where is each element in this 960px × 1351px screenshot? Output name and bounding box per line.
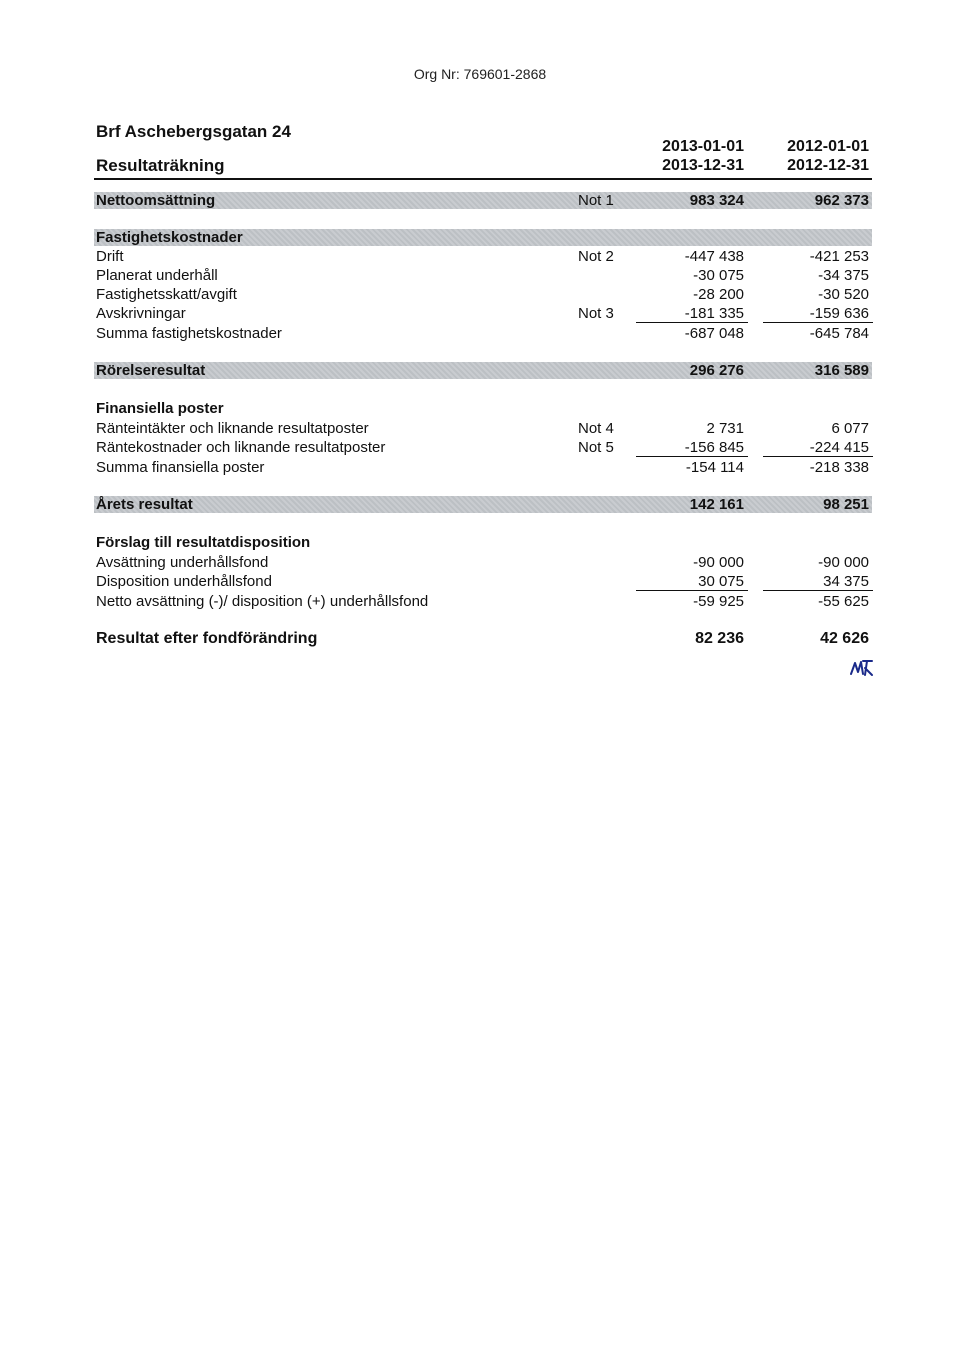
column-2013-to: 2013-12-31	[662, 157, 744, 174]
table-row	[96, 572, 872, 591]
nettoomsattning-note: Not 1	[578, 192, 614, 209]
row-value-2012: -55 625	[818, 593, 869, 610]
row-value-2013: -30 075	[693, 267, 744, 284]
subtotal-rule	[763, 456, 873, 457]
initials-signature-icon	[848, 655, 876, 679]
row-note: Not 3	[578, 305, 614, 322]
row-value-2013: -687 048	[684, 325, 744, 342]
resultat-efter-fondforandring	[96, 629, 872, 649]
rorelseresultat-2013: 296 276	[689, 362, 744, 379]
table-row	[96, 266, 872, 285]
nettoomsattning-2012: 962 373	[814, 192, 869, 209]
row-value-2012: -421 253	[809, 248, 869, 265]
column-2012-to: 2012-12-31	[787, 157, 869, 174]
row-label: Planerat underhåll	[96, 267, 218, 284]
rorelseresultat-label: Rörelseresultat	[96, 362, 206, 379]
rorelseresultat-2012: 316 589	[814, 362, 869, 379]
table-row	[96, 247, 872, 266]
row-label: Avsättning underhållsfond	[96, 554, 269, 571]
row-value-2013: -447 438	[684, 248, 744, 265]
row-value-2012: -90 000	[818, 554, 869, 571]
row-value-2013: 2 731	[706, 420, 744, 437]
row-value-2012: -30 520	[818, 286, 869, 303]
final-value-2013: 82 236	[695, 630, 744, 647]
column-2013-from: 2013-01-01	[662, 138, 744, 155]
row-value-2013: -181 335	[684, 305, 744, 322]
row-label: Fastighetsskatt/avgift	[96, 286, 237, 303]
row-label: Räntekostnader och liknande resultatposter	[96, 439, 386, 456]
table-row	[96, 285, 872, 304]
table-row-subtotal	[96, 592, 872, 611]
nettoomsattning-label: Nettoomsättning	[96, 192, 216, 209]
column-header-2013	[610, 137, 744, 175]
statement-title: Resultaträkning	[96, 156, 225, 175]
row-label: Avskrivningar	[96, 305, 186, 322]
subtotal-rule	[763, 322, 873, 323]
final-label: Resultat efter fondförändring	[96, 630, 318, 647]
table-row	[96, 438, 872, 457]
row-value-2013: -154 114	[685, 459, 744, 476]
row-label: Summa finansiella poster	[96, 459, 265, 476]
header-rule	[94, 178, 872, 180]
row-value-2013: -90 000	[693, 554, 744, 571]
row-value-2012: -34 375	[818, 267, 869, 284]
row-value-2012: -224 415	[809, 439, 869, 456]
column-header-2012	[740, 137, 869, 175]
row-note: Not 2	[578, 248, 614, 265]
table-row	[96, 553, 872, 572]
row-label: Ränteintäkter och liknande resultatposter	[96, 420, 369, 437]
nettoomsattning-2013: 983 324	[689, 192, 744, 209]
subtotal-rule	[636, 590, 748, 591]
arets-resultat-2013: 142 161	[689, 496, 744, 513]
subtotal-rule	[636, 322, 748, 323]
row-label: Disposition underhållsfond	[96, 573, 272, 590]
org-number: Org Nr: 769601-2868	[413, 66, 547, 82]
subtotal-rule	[636, 456, 748, 457]
column-2012-from: 2012-01-01	[787, 138, 869, 155]
table-row-subtotal	[96, 324, 872, 343]
row-value-2013: 30 075	[698, 573, 744, 590]
row-label: Drift	[96, 248, 124, 265]
row-label: Summa fastighetskostnader	[96, 325, 282, 342]
row-label: Netto avsättning (-)/ disposition (+) underhållsfond	[96, 593, 429, 610]
arets-resultat-2012: 98 251	[823, 496, 869, 513]
row-value-2013: -59 925	[693, 593, 744, 610]
row-value-2012: -218 338	[809, 459, 869, 476]
final-value-2012: 42 626	[820, 630, 869, 647]
fastighetskostnader-heading: Fastighetskostnader	[96, 229, 243, 246]
row-note: Not 5	[578, 439, 614, 456]
finansiella-heading: Finansiella poster	[96, 400, 224, 417]
table-row	[96, 419, 872, 438]
row-note: Not 4	[578, 420, 614, 437]
table-row-subtotal	[96, 458, 872, 477]
row-value-2012: 34 375	[823, 573, 869, 590]
forslag-heading: Förslag till resultatdisposition	[96, 534, 311, 551]
row-value-2013: -156 845	[684, 439, 744, 456]
subtotal-rule	[763, 590, 873, 591]
table-row	[96, 304, 872, 323]
row-value-2012: -159 636	[809, 305, 869, 322]
arets-resultat-label: Årets resultat	[96, 496, 193, 513]
company-name: Brf Aschebergsgatan 24	[96, 122, 291, 141]
row-value-2012: 6 077	[831, 420, 869, 437]
row-value-2012: -645 784	[809, 325, 869, 342]
row-value-2013: -28 200	[693, 286, 744, 303]
